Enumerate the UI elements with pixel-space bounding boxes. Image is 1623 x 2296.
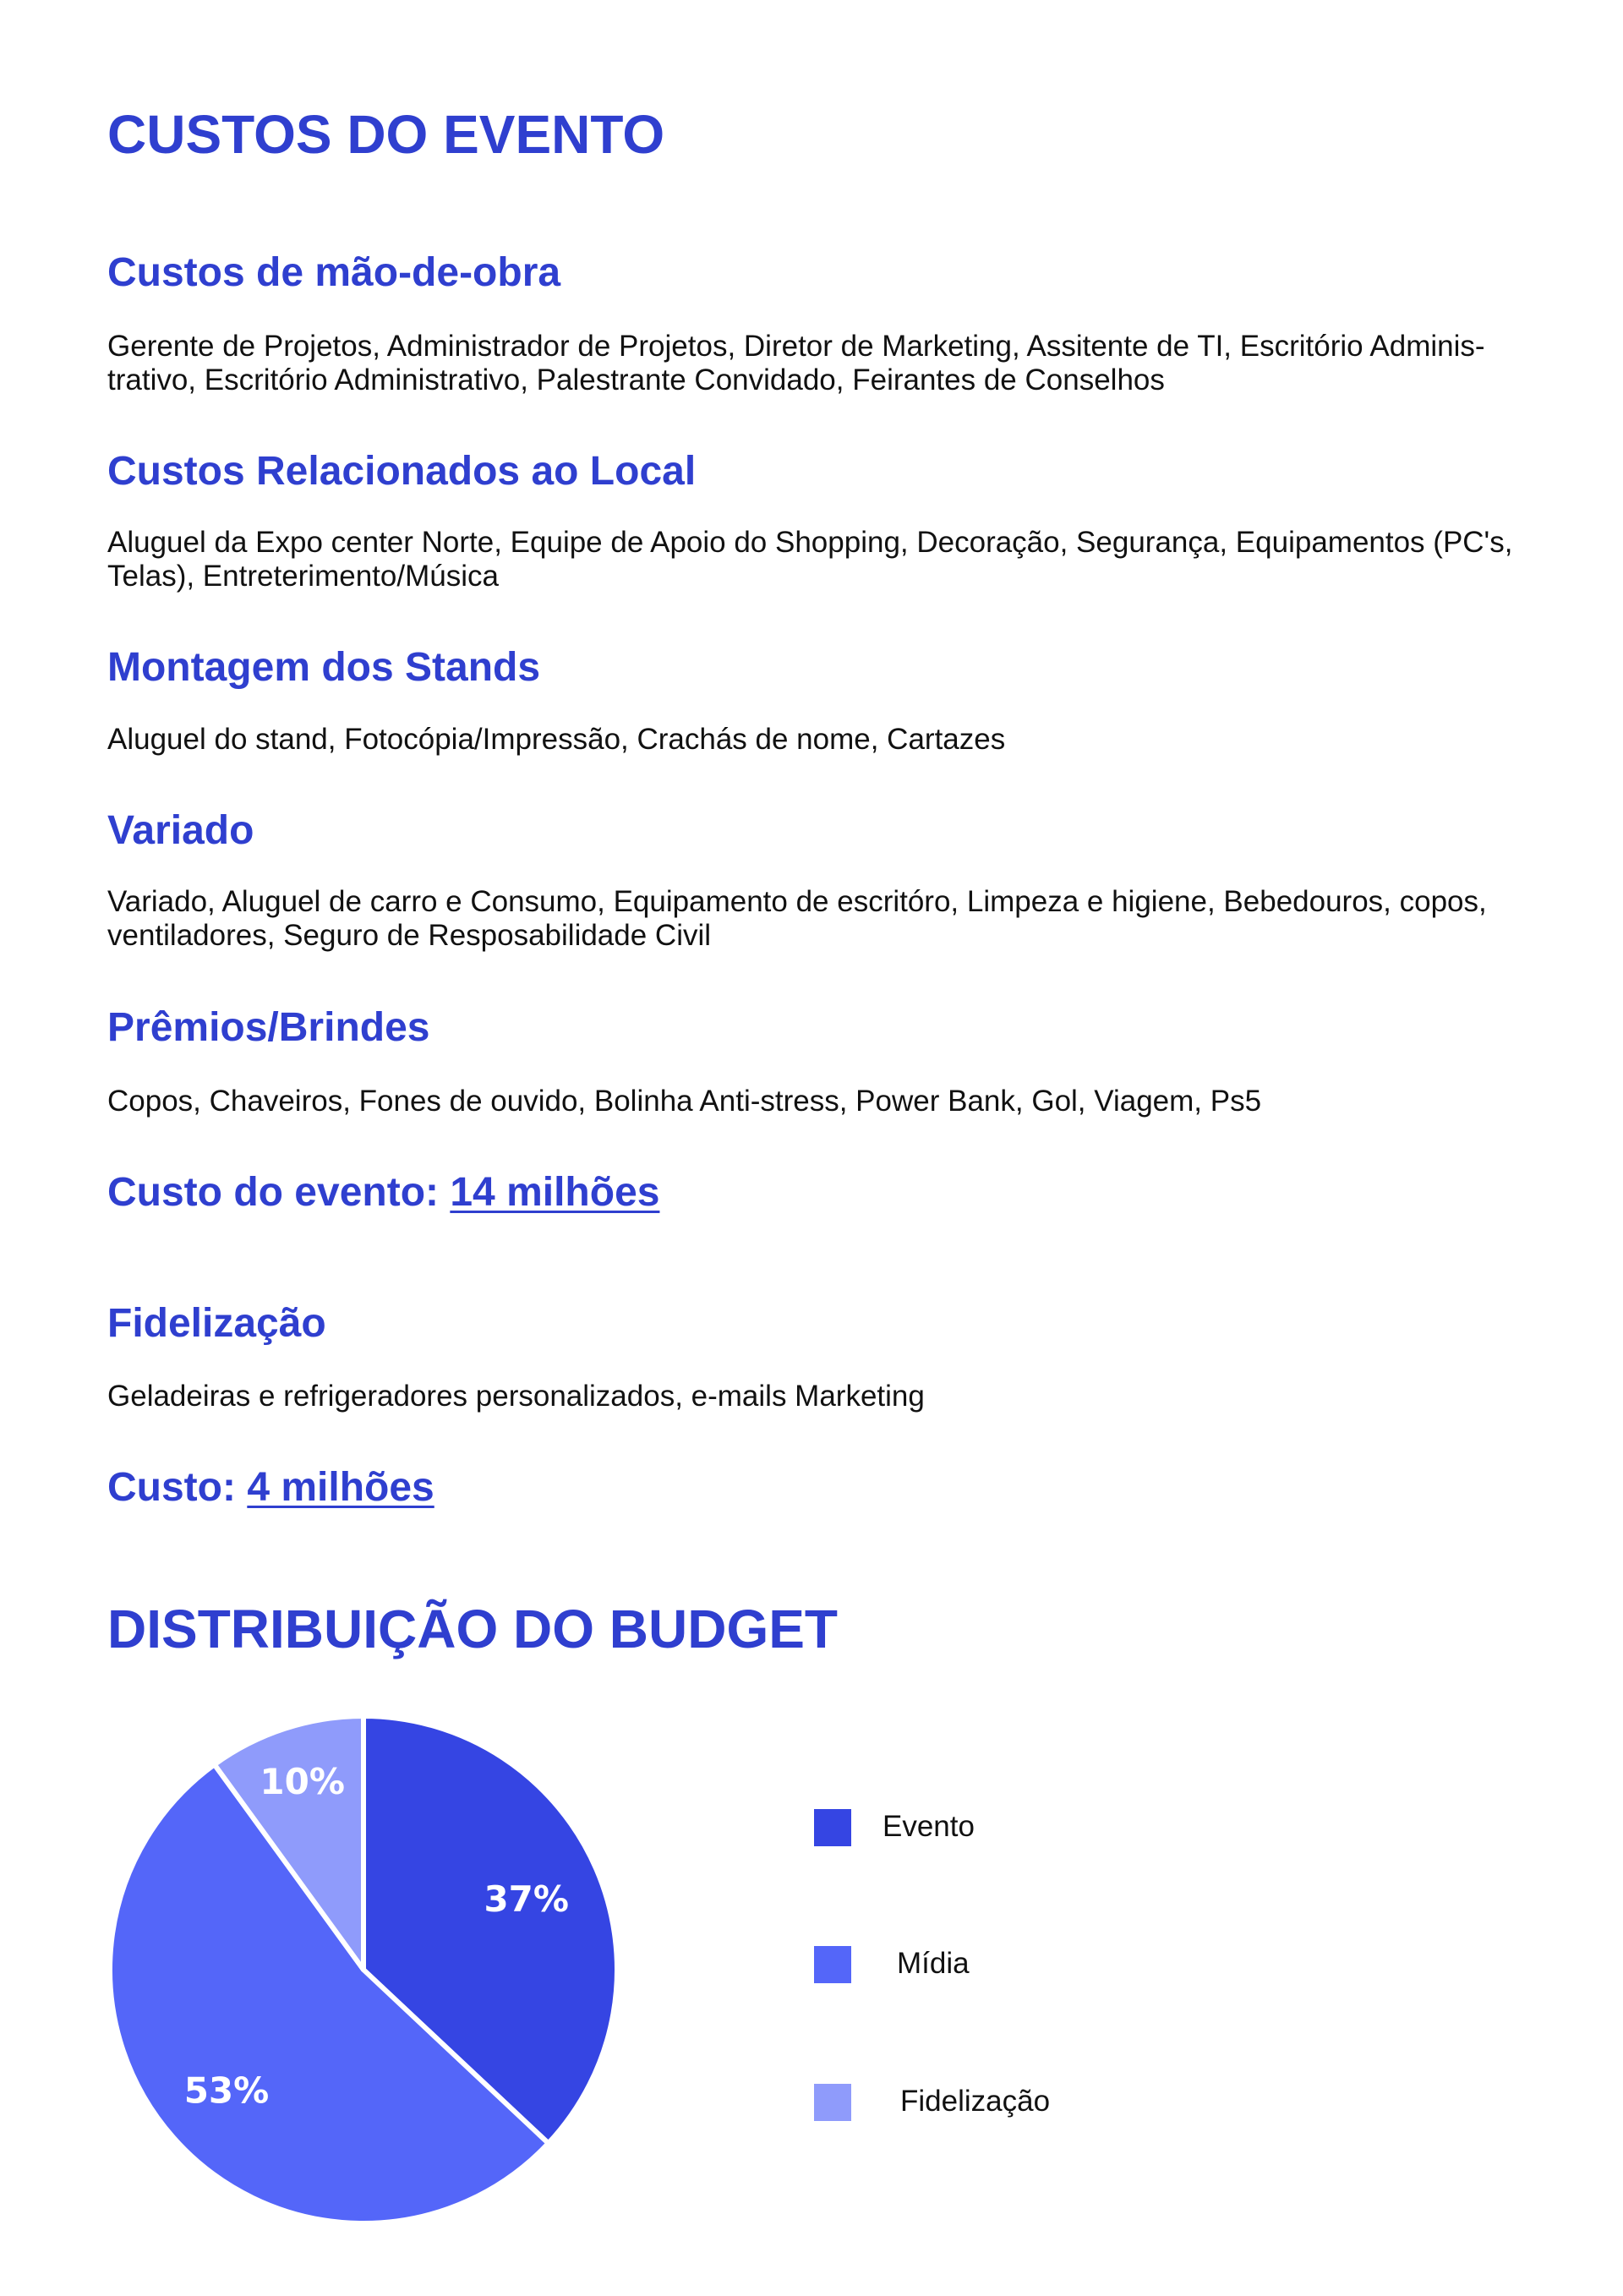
budget-title: DISTRIBUIÇÃO DO BUDGET	[107, 1599, 838, 1659]
section-heading-stands: Montagem dos Stands	[107, 645, 541, 690]
section-text-labor: Gerente de Projetos, Administrador de Projetos, Diretor de Marketing, Assitente de TI, Escritório Adminis-trativo, Escritório Administrativo, Palestrante Convidado, Feirantes de Conselhos	[107, 330, 1485, 396]
event-cost	[107, 1169, 659, 1216]
section-text-venue: Aluguel da Expo center Norte, Equipe de Apoio do Shopping, Decoração, Segurança, Equipamentos (PC's, Telas), Entreterimento/Música	[107, 526, 1513, 593]
page-title: CUSTOS DO EVENTO	[107, 104, 665, 165]
legend-label-evento: Evento	[883, 1810, 975, 1843]
event-cost-label: Custo do evento:	[107, 1170, 439, 1215]
section-text-prizes: Copos, Chaveiros, Fones de ouvido, Bolinha Anti-stress, Power Bank, Gol, Viagem, Ps5	[107, 1085, 1262, 1118]
loyalty-cost-value: 4 milhões	[247, 1465, 434, 1510]
section-text-stands: Aluguel do stand, Fotocópia/Impressão, Crachás de nome, Cartazes	[107, 723, 1006, 756]
event-cost-value: 14 milhões	[450, 1170, 660, 1215]
pie-label-midia: 53%	[183, 2069, 270, 2112]
section-heading-venue: Custos Relacionados ao Local	[107, 449, 697, 494]
legend-swatch-midia	[814, 1946, 851, 1983]
loyalty-cost	[107, 1464, 434, 1511]
pie-label-evento: 37%	[484, 1878, 569, 1921]
section-text-misc: Variado, Aluguel de carro e Consumo, Equipamento de escritóro, Limpeza e higiene, Bebedouros, copos, ventiladores, Seguro de Resposabilidade Civil	[107, 885, 1487, 952]
legend-label-midia: Mídia	[897, 1947, 970, 1980]
section-heading-prizes: Prêmios/Brindes	[107, 1005, 430, 1050]
section-heading-labor: Custos de mão-de-obra	[107, 250, 561, 295]
legend-label-fidelizacao: Fidelização	[900, 2085, 1051, 2118]
pie-label-fidelizacao: 10%	[260, 1760, 345, 1802]
section-heading-loyalty: Fidelização	[107, 1301, 326, 1346]
section-text-loyalty: Geladeiras e refrigeradores personalizados, e-mails Marketing	[107, 1380, 925, 1413]
legend-swatch-fidelizacao	[814, 2084, 851, 2121]
budget-pie-chart	[85, 1691, 642, 2249]
legend-swatch-evento	[814, 1809, 851, 1846]
loyalty-cost-label: Custo:	[107, 1465, 236, 1510]
section-heading-misc: Variado	[107, 808, 254, 853]
